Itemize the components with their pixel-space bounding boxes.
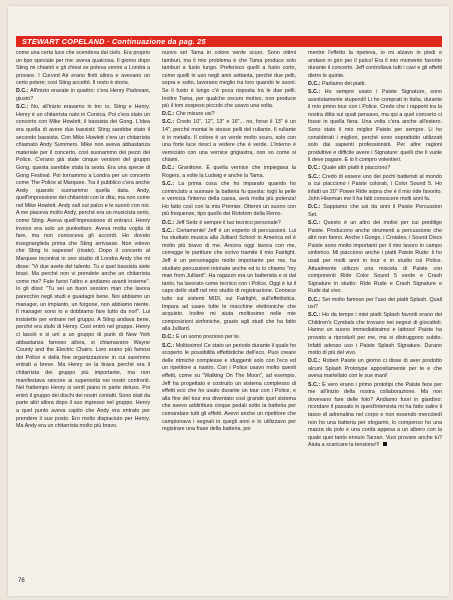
speaker-label: S.C.:	[162, 119, 175, 126]
paragraph-text: È un uomo prezioso per te.	[175, 334, 241, 341]
article-paragraph	[16, 50, 150, 88]
article-paragraph	[308, 382, 442, 450]
paragraph-text: Quale altri piatti ti piacciono?	[321, 165, 391, 172]
speaker-label: D.C.:	[162, 219, 175, 226]
article-column-1	[16, 50, 150, 578]
section-header-title: STEWART COPELAND · Continuazione da pag. 25	[22, 37, 206, 46]
paragraph-text: nuovo set Tama in colore verde scuro. Sono ottimi tamburi, ma il mio problema è che Tama produce solo tamburi a fusto lungo. Preferisco quelli a fusto corto, come quelli in uso negli anni settanta, perché due pelli, sopra e sotto, lavorano meglio tra loro quando le suoni. Se il fusto è lungo c'è poca risposta tra le due pelli. Inoltre Tama, per qualche oscuro motivo, non produce più il tom sospeso piccolo che usavo una volta.	[162, 50, 296, 110]
article-column-3	[308, 50, 442, 578]
paragraph-text: Moltissimo! Ce stato un periodo durante il quale ho scoperto le possibilità effettistiche dell'eco. Puoi creare delle ritmiche complesse e sfuggenti solo con l'eco ed un ripetitore a nastro. Con i Police usavo molto questi effetti, come su "Walking On The Moon", ad esempio. Jeff ha progettato e costruito un sistema complesso di effetti eco che ho usato durante un tour con i Police, e alla fine del tour era diventato così grande quel sistema che avevo addirittura cinque pedali sotto la batteria per comandare tutti gli effetti. Avevo anche un ripetitore che campionava i segnali in quegli anni e lo utilizzavo per registrare una frase della batteria, poi	[162, 342, 296, 433]
paragraph-text: come una certa luce che scendeva dal cielo. Era proprio un tipo speciale per me: aveva qualcosa. Il giorno dopo Sting mi chiamò e gli chiesi se poteva venire a Londra a provare. I Curved Air erano finiti allora e avevano un certo potere; così Sting accettò. Il resto è storia.	[16, 50, 150, 87]
paragraph-text: Che misure usi?	[175, 111, 215, 118]
article-paragraph	[162, 343, 296, 434]
article-paragraph	[162, 220, 296, 228]
speaker-label: D.C.:	[308, 204, 321, 211]
article-paragraph	[162, 111, 296, 119]
article-paragraph	[308, 204, 442, 219]
section-header-bar	[16, 36, 442, 47]
speaker-label: D.C.:	[308, 296, 321, 303]
article-paragraph	[308, 50, 442, 80]
article-paragraph	[16, 104, 150, 431]
article-end-mark	[383, 442, 387, 446]
article-paragraph	[308, 358, 442, 381]
speaker-label: D.C.:	[308, 358, 321, 365]
paragraph-text: mentre l'effetto la ripeteva, io mi alzavo in piedi e andavo in giro per il palco! Era il mio momento favorito durante il concerto. Jeff controllava tutti i cavi e gli effetti dietro le quinte.	[308, 50, 442, 79]
article-body	[16, 50, 442, 578]
paragraph-text: No, all'inizio eravamo in tre: io, Sting e Henry. Henry è un chitarrista nato in Corsica. Poi c'era stato un concerto con Mike Howlett, il bassista dei Gong. L'idea era quella di avere due bassisti; Sting sarebbe stato il secondo bassista. Con Mike Howlett c'era un chitarrista chiamato Andy Summers. Mike non aveva abbastanza materiale per il concerto, così suonammo dei pezzi dei Police. C'erano già state cinque versioni del gruppo Gong, questa sarebbe stata la sesta. Era una specie di Gong Festival. Poi tornammo a Londra per un concerto come The Police al Marquee. Tra il pubblico c'era anche Andy quando suonammo quella data. Andy, quell'impressione dei chitarristi con le dita, ma non come nel Mike Howlett. Andy salì sul palco e le suonò con noi. A me piaceva molto Andy, perché era un musicista serio, come Sting. Aveva quell'impressione di entrarci. Henry invece era solo un punkettaro. Aveva molta voglia di fare, ma non conosceva gli accordi. Ho dovuto insegnargliela prima che Sting arrivasse. Non volevo che Sting lo sapesse! (risate). Dopo il concerto al Marquee incontrai in uno studio di Londra Andy che mi disse: "Vi due avete del talento. Tu e quel bassista siete bravi. Ma perché non vi prendete anche un chitarrista come me? Fate furori l'altro e andiamo avanti insieme". Io gli dissi: "Tu sei un buon session man che lavora parecchio negli studi e guadagni bene. Noi abbiamo un manager, un impianto, un furgone, non abbiamo niente. Il manager sono io e dobbiamo fare tutto da noi!". Lui insistette per entrare nel gruppo. A Sting andava bene, perché era stufo di Henry. Così entrò nel gruppo. Henry ci lasciò e si unì a un gruppo di punk di New York abbastanza famoso allora, si chiamavano Wayne County and the Electric Chairs. Loro erano più famosi dei Police e della fine organizzazione in cui saremmo entrati a breve. Ma Henry se la tirava perché era il chitarrista dei gruppo più importante, ma non manifestava rancore ai superiorità nei nostri confronti. Nel frattempo Henry si sentì piano in parte deluso. Poi entrò il gruppo dei dischi dei nostri contatti. Sono stati da parte altri allora dopo il suo ingresso nel gruppo. Henry a quel punto aveva capito che Andy era entrato per prendere il suo posto. Ero molto dispiaciuto per Henry. Ma Andy era un chitarrista molto più bravo.	[16, 104, 150, 430]
article-paragraph	[162, 228, 296, 334]
article-paragraph	[308, 297, 442, 312]
speaker-label: D.C.:	[308, 165, 321, 172]
paragraph-text: Granitone. È quella vernice che impiegava la Rogers, a volte la Ludwig e anche la Tama.	[162, 165, 296, 179]
speaker-label: D.C.:	[162, 165, 175, 172]
speaker-label: S.C.:	[16, 104, 29, 111]
article-paragraph	[308, 81, 442, 89]
article-paragraph	[16, 88, 150, 103]
paragraph-text: Ho sempre usato i Paiste Signature, sono assolutamente stupendi! Li ho comprati in Italia, durante il mio primo tour con i Police. Credo che i rapporti tra la nostra ditta sui quali pensavo, ma qui a quel concerto ci fosse in quella fiera. Una volta c'era anche all'estero. Sono stato il mio miglior Paiste per sempre. Li ho considerati i migliori, perché sono soprattutto utilizzati solo dai sapienti professionisti. Per altre ragioni produttive e difficile avere i Signature: quelli che li vuole li deve pagare. E io li compro volentieri.	[308, 88, 442, 164]
paragraph-text: Jeff Seitz è sempre il tuo tecnico personale?	[175, 219, 281, 226]
article-paragraph	[308, 312, 442, 358]
article-paragraph	[162, 50, 296, 111]
speaker-label: S.C.:	[162, 227, 175, 234]
speaker-label: S.C.:	[162, 342, 175, 349]
article-paragraph	[162, 165, 296, 180]
article-column-2	[162, 50, 296, 578]
speaker-label: D.C.:	[308, 80, 321, 87]
article-paragraph	[308, 89, 442, 165]
article-paragraph	[308, 165, 442, 173]
paragraph-text: Credo di essere uno dei pochi batteristi al mondo a cui piacciono i Paiste colorati, i Color Sound 5. Ho infatti un 20" Power Ride sopra che è il mio ride favorito. John Hiseman me li ha fatti conoscere molti anni fa.	[308, 173, 442, 203]
paragraph-text: La prima cosa che ho imparato quando ho cominciato a suonare la batteria fu questa: togli la pelle e vernicia l'interno della cassa, avrà molta più potenza! Ho fatto così con la mia Premier. Ottenni un suono con più frequenze, tipo quello dei Rototom della Remo.	[162, 181, 296, 218]
speaker-label: S.C.:	[308, 173, 321, 180]
article-paragraph	[162, 334, 296, 342]
article-paragraph	[162, 181, 296, 219]
speaker-label: D.C.:	[16, 88, 29, 95]
page-number: 76	[18, 578, 25, 584]
article-paragraph	[162, 119, 296, 165]
speaker-label: S.C.:	[308, 312, 321, 319]
paragraph-text: Robert Paiste un giorno ci disse di aver prodotto alcuni Splash Prototype appositamente per te e che aveva martellato con le sue mani!	[308, 358, 442, 380]
article-paragraph	[308, 174, 442, 204]
speaker-label: D.C.:	[162, 111, 175, 118]
paragraph-text: All'inizio eravate in quattro: c'era Henry Padovani, giusto?	[16, 88, 150, 103]
speaker-label: D.C.:	[162, 334, 175, 341]
speaker-label: S.C.:	[162, 181, 175, 188]
speaker-label: S.C.:	[308, 220, 321, 227]
speaker-label: S.C.:	[308, 381, 321, 388]
paragraph-text: Ho da tempo i miei piatti Splash favoriti erano dei Children's Cymbals che trovano nei negozi di giocattoli. Hanno un suono immediatissimo e lattoso! Paiste ha provato a riprodurli per me, ma si distruggono subito. Infatti adesso uso i Paiste Splash Signature. Durano molto di più del vivo.	[308, 312, 442, 357]
speaker-label: S.C.:	[308, 88, 321, 95]
paragraph-text: Certamente! Jeff è un esperto di percussioni. Lui ha studiato musica alla Julliard School in America ed è molto più bravo di me. Ancora oggi lavora con me, corregge le partiture che scrivo tramite il mio Fairlight. Jeff è un personaggio molto importante per me, ha studiato percussioni intonate anche ed io lo chiamo "my man from Julliard". Ha ragazzo era un batterista e si dal tanto, ha lavorato come tecnico con i Police. Oggi è lui il capo dello staff nel mio studio di registrazione. Conosce tutto sui sistemi MIDI, sui Fairlight, sull'effettistica. Impara ad usare tutte le macchine elettroniche che acquisto. Inoltre mi aiuta moltissimo nelle mie composizioni sinfoniche, grazie agli studi che ha fatto alla Julliard.	[162, 227, 296, 333]
paragraph-text: Parliamo dei piatti.	[321, 80, 366, 87]
article-paragraph	[308, 220, 442, 296]
paragraph-text: Credo 10", 12", 13" e 16"... no, forse il 13" è un 14", perché montai le stesse pelli del rullante. Il rullante è in metallo. Il colore è un verde molto scuro, solo con una forte luce riesci a vedere che è verde. L'interno è verniciato con una vernice grigiastra, non so come si chiami.	[162, 119, 296, 164]
paragraph-text: È vero erano i primo prototipi che Paiste fece per me all'inizio della nostra collaborazione. Ma non dovevano fare delle foto? Andiamo fuori in giardino: ricordare il passato in quest'intervista mi ha fatto salire il tasso di adrenalina nel corpo e non essendo mercoledì non ho una batteria per sfogarmi, lo compenso ho una mazza da polo e una corda appesa a un albero con la quale quei tanto ennuio Tarzan. Vuoi provare anche tu? Aiuta a scaricare la tensione!!!	[308, 381, 442, 449]
paragraph-text: Sappiamo che usi da anni il Paiste Percussion Set.	[308, 204, 442, 218]
paragraph-text: Questo è un altro dei motivi per cui prediligo Paiste. Producono anche strumenti a percussione che altri non fanno. Anche i Gongs, i Crotales, i Sound Discs Paiste sono molto importanti per il mio lavoro in campo sinfonico. Mi piacciono anche i piatti Paiste Rude: li ho usati per molti anni in tour e in studio coi Police. Attualmente utilizzo una miscela di Paiste con componenti Ride Color Sound 5 verde e Crash Signature in studio: Ride Rude e Crash Signature e Rude dal vivo.	[308, 220, 442, 295]
paragraph-text: Sei molto famoso per l'uso dei piatti Splash. Quali usi?	[308, 296, 442, 311]
